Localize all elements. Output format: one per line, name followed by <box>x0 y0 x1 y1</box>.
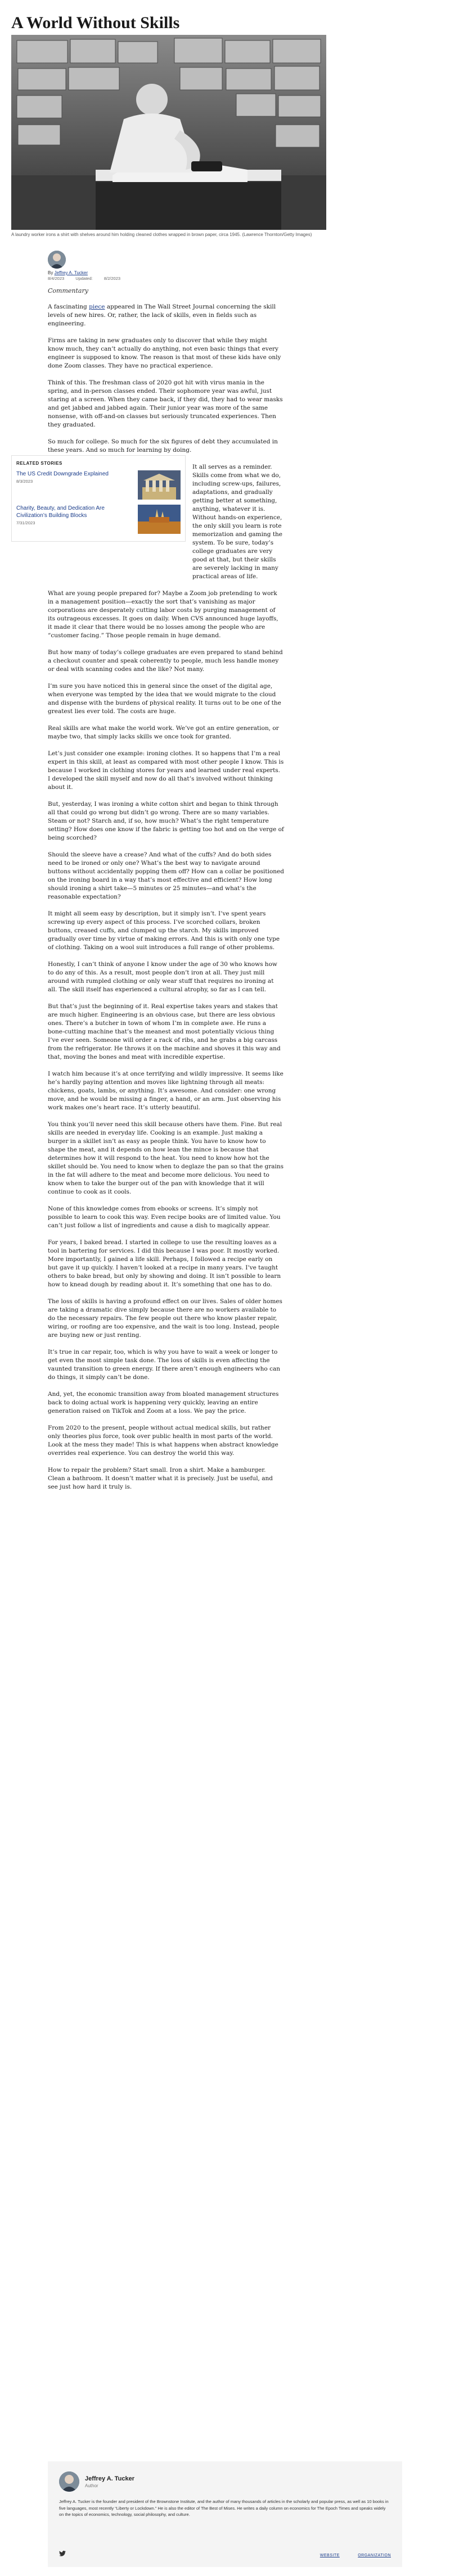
article-dates <box>48 276 130 281</box>
related-item-title[interactable]: The US Credit Downgrade Explained <box>16 471 109 477</box>
byline-prefix: By <box>48 270 53 275</box>
paragraph-text: A fascinating <box>48 303 89 310</box>
paragraph: How to repair the problem? Start small. Iron a shirt. Make a hamburger. Clean a bathroom. It doesn’t matter what it is precisely. Just be useful, and see just how hard it truly is. <box>48 1467 273 1490</box>
paragraph <box>48 303 284 328</box>
related-item-date: 7/31/2023 <box>16 520 35 525</box>
wsj-piece-link[interactable]: piece <box>89 303 105 310</box>
paragraph: I watch him because it’s at once terrifying and wildly impressive. It seems like he’s hardly paying attention and moves like lightning through all meats: chickens, goats, lambs, or anything. It’s awesome. And consider: one wrong move, and he would be missing a finger, a hand, or an arm. Just observing his work makes one’s heart race. It’s utterly beautiful. <box>48 1071 284 1111</box>
related-stories <box>11 455 186 542</box>
paragraph: But how many of today’s college graduates are even prepared to stand behind a checkout counter and speak coherently to people, much less handle money or deal with scanning codes and the like? Not many. <box>48 649 283 673</box>
article-title: A World Without Skills <box>11 13 180 32</box>
related-heading: RELATED STORIES <box>16 461 62 466</box>
paragraph: You think you’ll never need this skill because others have them. Fine. But real skills are needed in everyday life. Cooking is an example. Just making a burger in a skillet isn’t as easy as people think. You have to know how to shape the meat, and it depends on how lean the mince is because that determines how it will respond to the heat. You need to know how hot the skillet should be. You need to know when to deglaze the pan so that the grains in the fat will adhere to the meat and become more delicious. You need to know when to take the burger out of the pan with knowledge that it will continue to cook as it cools. <box>48 1121 284 1195</box>
author-name[interactable]: Jeffrey A. Tucker <box>85 2475 135 2482</box>
author-organization-link[interactable]: ORGANIZATION <box>358 2554 391 2557</box>
paragraph: Firms are taking in new graduates only to discover that while they might know much, they can’t actually do anything, not even basic things that every engineer is supposed to know. The reason is that most of these kids have only done Zoom classes. They have no practical experience. <box>48 337 281 369</box>
published-date: 8/4/2023 <box>48 276 65 281</box>
related-thumbnail[interactable] <box>138 505 181 534</box>
byline <box>48 270 88 275</box>
related-item[interactable] <box>16 470 181 500</box>
related-item-title[interactable]: Charity, Beauty, and Dedication Are Civilization’s Building Blocks <box>16 505 105 519</box>
author-link[interactable]: Jeffrey A. Tucker <box>54 270 88 275</box>
paragraph: Real skills are what make the world work. We’ve got an entire generation, or maybe two, that simply lacks skills we once took for granted. <box>48 725 279 740</box>
paragraph: And, yet, the economic transition away from bloated management structures back to doing actual work is happening very quickly, leaving an entire generation raised on TikTok and Zoom at a loss. We pay the price. <box>48 1391 279 1414</box>
paragraph: So much for college. So much for the six figures of debt they accumulated in these years. And so much for learning by doing. <box>48 438 278 453</box>
author-avatar[interactable] <box>48 251 66 269</box>
author-role: Author <box>85 2483 98 2488</box>
paragraph: Let’s just consider one example: ironing clothes. It so happens that I’m a real expert in this skill, at least as compared with most other people I know. This is because I worked in clothing stores for years and learned under real experts. I developed the skill myself and now do all that’s involved without thinking about it. <box>48 750 284 791</box>
image-caption: A laundry worker irons a shirt with shelves around him holding cleaned clothes wrapped in brown paper, circa 1945. (Lawrence Thornton/Getty Images) <box>11 232 312 237</box>
hero-photo <box>11 35 326 230</box>
related-thumbnail[interactable] <box>138 470 181 500</box>
paragraph: Think of this. The freshman class of 2020 got hit with virus mania in the spring, and in-person classes ended. Their sophomore year was awful, just staring at a screen. When they came back, if they did, they had to wear masks and get jabbed and jabbed again. Their junior year was more of the same nonsense, with off-and-on classes but seriously truncated experiences. Then they graduated. <box>48 379 283 428</box>
paragraph: For years, I baked bread. I started in college to use the resulting loaves as a tool in bartering for services. I did this because I was poor. It mostly worked. More importantly, I gained a life skill. Perhaps, I followed a recipe early on but gave it up quickly. I haven’t looked at a recipe in many years. I’ve taught others to bake bread, but only by showing and doing. It isn’t possible to learn how to knead dough by reading about it. It’s something that one has to do. <box>48 1239 281 1288</box>
updated-date: 8/2/2023 <box>104 276 121 281</box>
author-avatar[interactable] <box>59 2471 79 2492</box>
section-label: Commentary <box>48 287 88 294</box>
related-item-date: 8/3/2023 <box>16 479 33 484</box>
paragraph: What are young people prepared for? Maybe a Zoom job pretending to work in a management position—exactly the sort that’s vanishing as major corporations are desperately cutting labor costs by purging management of its outrageous excesses. It goes on daily. When CVS announced huge layoffs, it made it clear that there would be no losses among the people who are “customer facing.” Those people remain in huge demand. <box>48 590 278 639</box>
paragraph: I’m sure you have noticed this in general since the onset of the digital age, when everyone was tempted by the idea that we would migrate to the cloud and dispense with the burdens of physical reality. It turns out to be one of the greatest lies ever told. The costs are huge. <box>48 683 281 715</box>
updated-label: Updated: <box>75 276 93 281</box>
related-item[interactable] <box>16 505 181 534</box>
paragraph: It might all seem easy by description, but it simply isn’t. I’ve spent years screwing up every aspect of this process. I’ve scorched collars, broken buttons, creased cuffs, and clumped up the starch. My skills improved gradually over time by virtue of making errors. And this is with only one type of clothing. Taking on a wool suit introduces a full range of other problems. <box>48 910 280 951</box>
twitter-icon[interactable] <box>59 2549 66 2559</box>
paragraph: It’s true in car repair, too, which is why you have to wait a week or longer to get even the most simple task done. The loss of skills is even affecting the vaunted transition to green energy. If there aren’t enough engineers who can do things, it simply can’t be done. <box>48 1349 280 1381</box>
paragraph: Should the sleeve have a crease? And what of the cuffs? And do both sides need to be ironed or only one? What’s the best way to navigate around buttons without accidentally popping them off? How can a collar be positioned on the ironing board in a way that’s most effective and efficient? How long should ironing a shirt take—5 minutes or 25 minutes—and what’s the reasonable expectation? <box>48 851 284 900</box>
author-website-link[interactable]: WEBSITE <box>320 2554 340 2557</box>
paragraph: It all serves as a reminder. Skills come from what we do, including screw-ups, failures, adaptations, and gradually getting better at something, anything, whatever it is. Without hands-on experience, the only skill you learn is rote memorization and gaming the system. To be sure, today’s college graduates are very good at that, but their skills are severely lacking in many practical areas of life. <box>192 464 283 580</box>
paragraph: But that’s just the beginning of it. Real expertise takes years and stakes that are much higher. Engineering is an obvious case, but there are less obvious ones. There’s a butcher in town of whom I’m in complete awe. He runs a bone-cutting machine that’s the meanest and most potentially vicious thing I’ve ever seen. Someone will order a rack of ribs, and he grabs a big carcass from the refrigerator. He throws it on the machine and shoves it this way and that, moving the bones and meat with incredible expertise. <box>48 1003 281 1060</box>
author-bio: Jeffrey A. Tucker is the founder and president of the Brownstone Institute, and the author of many thousands of articles in the scholarly and popular press, as well as 10 books in five languages, most recently “Liberty or Lockdown.” He is also the editor of The Best of Mises. He writes a daily column on economics for The Epoch Times and speaks widely on the topics of economics, technology, social philosophy, and culture. <box>59 2499 389 2517</box>
author-box <box>48 2461 402 2567</box>
paragraph: From 2020 to the present, people without actual medical skills, but rather only theories plus force, took over public health in most parts of the world. Look at the mess they made! This is what happens when abstract knowledge overrides real experience. You can destroy the world this way. <box>48 1425 278 1457</box>
paragraph: The loss of skills is having a profound effect on our lives. Sales of older homes are taking a dramatic dive simply because there are no workers available to do the necessary repairs. The few people out there who know plaster repair, wiring, or roofing are too expensive, and the wait is too long. Instead, people are buying new or just renting. <box>48 1298 282 1339</box>
paragraph: Honestly, I can’t think of anyone I know under the age of 30 who knows how to do any of this. As a result, most people don’t iron at all. They just mill around with rumpled clothing or only wear stuff that requires no ironing at all. The skill itself has experienced a cultural atrophy, so far as I can tell. <box>48 961 277 993</box>
paragraph: None of this knowledge comes from ebooks or screens. It’s simply not possible to learn to cook this way. Even recipe books are of limited value. You can’t just follow a list of ingredients and cause a dish to magically appear. <box>48 1205 281 1229</box>
paragraph-text: appeared in The Wall Street Journal concerning the skill levels of new hires. Or, rather, the lack of skills, even in fields such as engineering. <box>48 303 276 327</box>
paragraph: But, yesterday, I was ironing a white cotton shirt and began to think through all that could go wrong but didn’t go wrong. There are so many variables. Steam or not? Starch and, if so, how much? What’s the right temperature setting? How does one know if the fabric is getting too hot and on the verge of being scorched? <box>48 801 284 841</box>
